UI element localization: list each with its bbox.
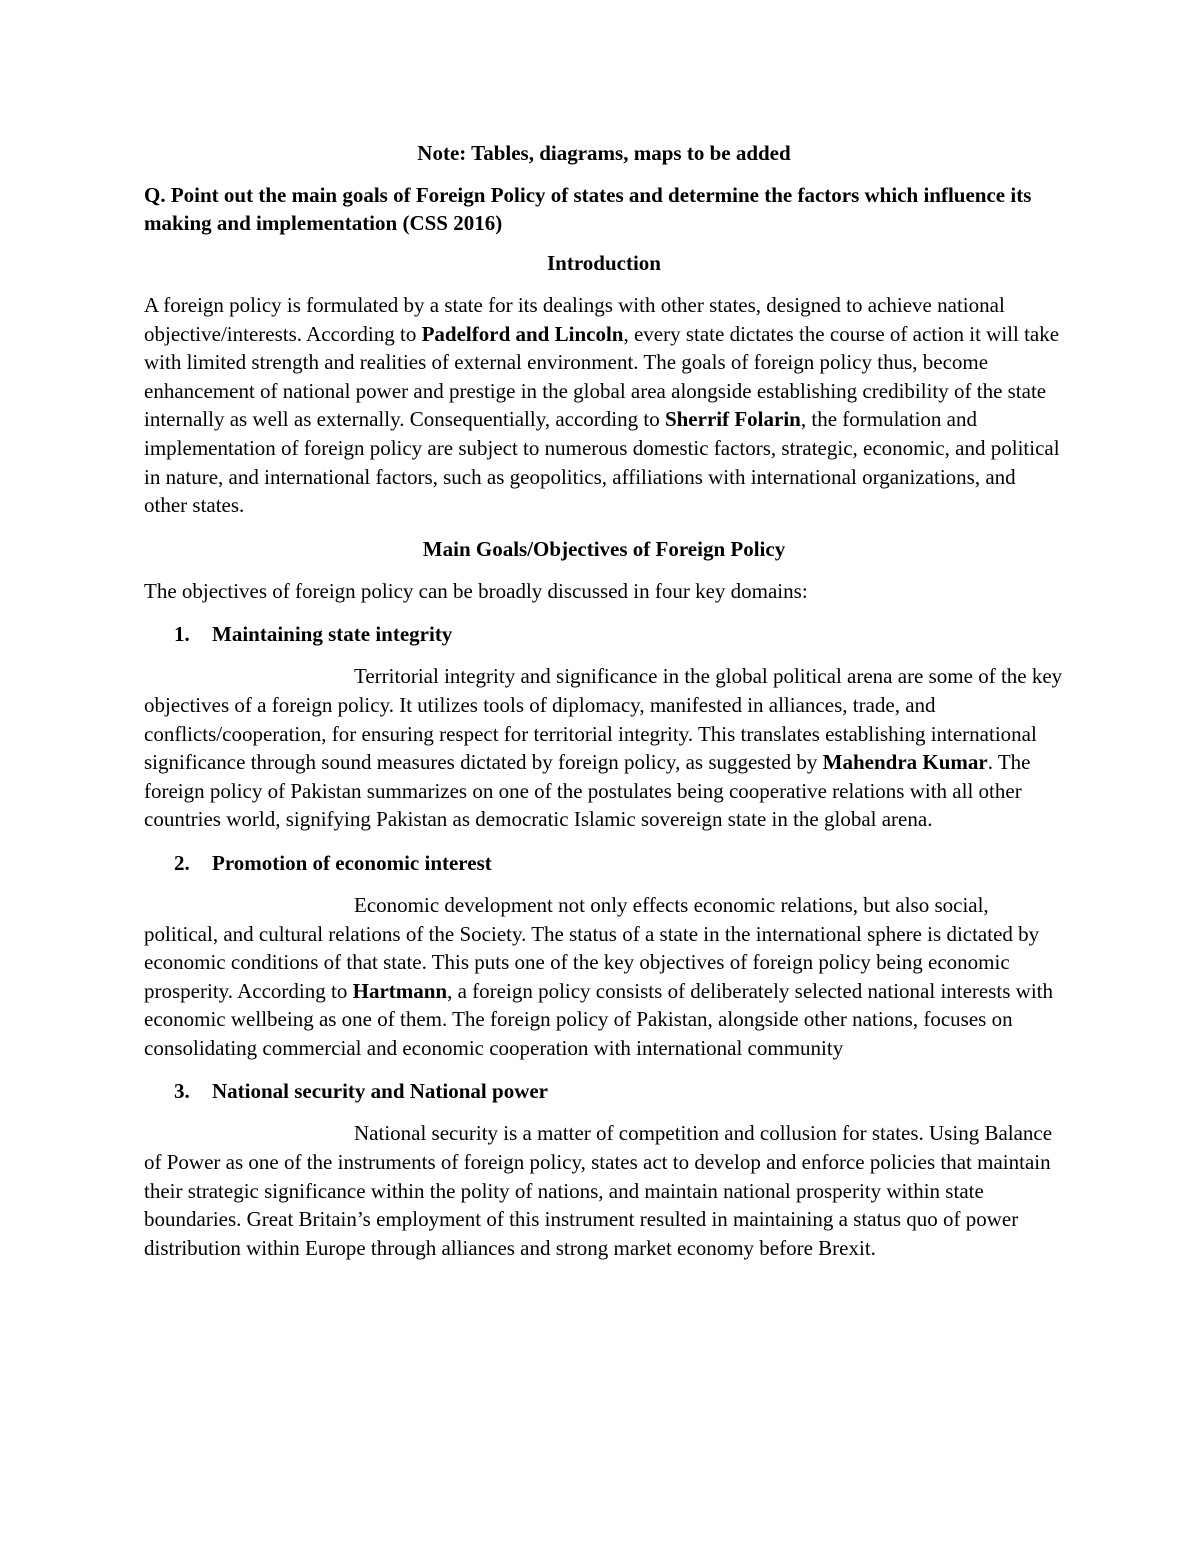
- item-1-text-1: Territorial integrity and significance in the global political arena are some of the key objectives of a foreign policy. It utilizes tools of diplomacy, manifested in alliances, trade, and conflicts/cooperation, for ensuring respect for territorial integrity. This translates establishing international significance through sound measures dictated by foreign policy, as suggested by: [144, 664, 1063, 775]
- item-1-title: [144, 620, 1064, 648]
- goals-heading: Main Goals/Objectives of Foreign Policy: [422, 536, 786, 561]
- item-2-paragraph: [144, 891, 1064, 1063]
- item-2-bold-1: Hartmann: [352, 978, 448, 1003]
- item-3-number: 3.: [174, 1079, 190, 1104]
- intro-text-1: A foreign policy is formulated by a state for its dealings with other states, designed to achieve national objective/interests. According to: [144, 293, 1005, 346]
- item-2-title: [144, 849, 1064, 877]
- note-line: Note: Tables, diagrams, maps to be added: [417, 141, 791, 165]
- item-3-title: [144, 1077, 1064, 1105]
- item-1-bold-1: Mahendra Kumar: [822, 750, 988, 775]
- item-2-text-2: , a foreign policy consists of deliberately selected national interests with economic wellbeing as one of them. The foreign policy of Pakistan, alongside other nations, focuses on consolidating commercial and economic cooperation with international community: [144, 978, 1054, 1060]
- item-3-paragraph: National security is a matter of competition and collusion for states. Using Balance of Power as one of the instruments of foreign policy, states act to develop and enforce policies that maintain their strategic significance within the polity of nations, and maintain national prosperity within state boundaries. Great Britain’s employment of this instrument resulted in maintaining a status quo of power distribution within Europe through alliances and strong market economy before Brexit.: [144, 1121, 1053, 1260]
- introduction-paragraph: [144, 291, 1064, 520]
- item-1-number: 1.: [174, 622, 190, 647]
- item-2-title-text: Promotion of economic interest: [212, 850, 492, 875]
- intro-bold-1: Padelford and Lincoln: [421, 321, 624, 346]
- item-1-paragraph: [144, 662, 1064, 834]
- intro-text-3: , the formulation and implementation of foreign policy are subject to numerous domestic factors, strategic, economic, and political in nature, and international factors, such as geopolitics, affiliations with international organizations, and other states.: [144, 407, 1060, 518]
- item-1-title-text: Maintaining state integrity: [212, 622, 453, 647]
- intro-text-2: , every state dictates the course of action it will take with limited strength and realities of external environment. The goals of foreign policy thus, become enhancement of national power and prestige in the global area alongside establishing credibility of the state internally as well as externally. Consequentially, according to: [144, 321, 1060, 432]
- intro-bold-2: Sherrif Folarin: [664, 407, 801, 432]
- goals-intro: The objectives of foreign policy can be broadly discussed in four key domains:: [144, 578, 808, 603]
- item-1-text-2: . The foreign policy of Pakistan summarizes on one of the postulates being cooperative relations with all other countries world, signifying Pakistan as democratic Islamic sovereign state in the global arena.: [144, 750, 1031, 832]
- item-2-text-1: Economic development not only effects economic relations, but also social, political, and cultural relations of the Society. The status of a state in the international sphere is dictated by economic conditions of that state. This puts one of the key objectives of foreign policy being economic prosperity. According to: [144, 892, 1040, 1003]
- item-3-title-text: National security and National power: [212, 1079, 548, 1104]
- item-2-number: 2.: [174, 850, 190, 875]
- introduction-heading: Introduction: [547, 251, 661, 275]
- document-page: [144, 138, 1064, 1277]
- question-text: Q. Point out the main goals of Foreign Policy of states and determine the factors which influence its making and implementation (CSS 2016): [144, 183, 1032, 235]
